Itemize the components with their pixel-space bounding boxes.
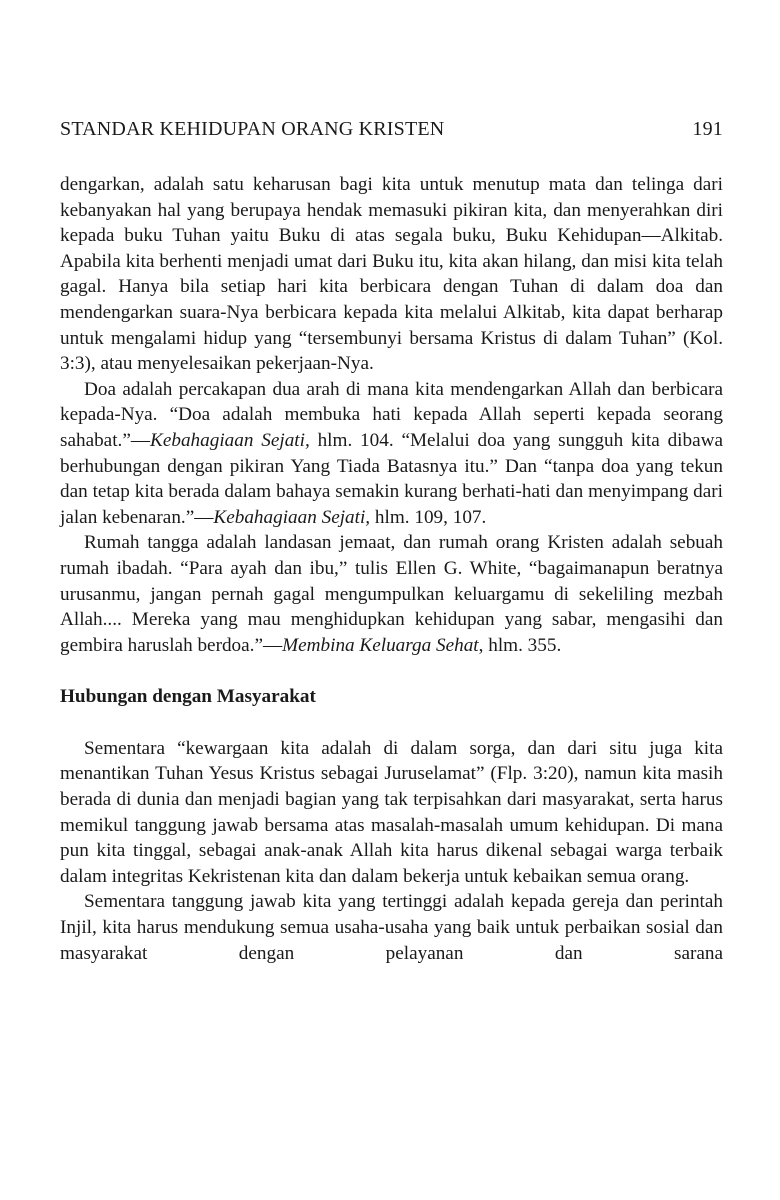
book-page	[60, 0, 723, 1200]
book-citation: Kebahagiaan Sejati,	[213, 506, 371, 528]
paragraph-prayer	[60, 377, 723, 531]
paragraph-responsibility: Sementara tanggung jawab kita yang tertinggi adalah kepada gereja dan perintah Injil, kita harus mendukung semua usaha-usaha yang baik untuk perbaikan sosial dan masyarakat dengan pelayanan dan sarana	[60, 891, 723, 964]
paragraph-text: hlm. 104. “Melalui doa yang sungguh kita dibawa berhubungan dengan pikiran Yang Tiada Batasnya itu.” Dan “tanpa doa yang tekun dan tetap kita berada dalam bahaya semakin kurang berhati-hati dan menyimpang dari jalan kebenaran.”—	[60, 429, 723, 528]
paragraph-text: hlm. 109, 107.	[370, 506, 487, 528]
page-number: 191	[692, 118, 723, 140]
book-citation: Membina Keluarga Sehat	[282, 634, 479, 656]
paragraph-continued: dengarkan, adalah satu keharusan bagi kita untuk menutup mata dan telinga dari kebanyakan hal yang berupaya hendak memasuki pikiran kita, dan menyerahkan diri kepada buku Tuhan yaitu Buku di atas segala buku, Buku Kehidupan—Alkitab. Apabila kita berhenti menjadi umat dari Buku itu, kita akan hilang, dan misi kita telah gagal. Hanya bila setiap hari kita berbicara dengan Tuhan di dalam doa dan mendengarkan suara-Nya berbicara kepada kita melalui Alkitab, kita dapat berharap untuk mengalami hidup yang “tersembunyi bersama Kristus di dalam Tuhan” (Kol. 3:3), atau menyelesaikan pekerjaan-Nya.	[60, 174, 723, 375]
paragraph-home	[60, 530, 723, 658]
paragraph-text: Rumah tangga adalah landasan jemaat, dan rumah orang Kristen adalah sebuah rumah ibadah. “Para ayah dan ibu,” tulis Ellen G. White, “bagaimanapun beratnya urusanmu, jangan pernah gagal mengumpulkan keluargamu di sekeliling mezbah Allah.... Mereka yang mau menghidupkan kehidupan yang sabar, mengasihi dan gembira haruslah berdoa.”—	[60, 532, 723, 656]
paragraph-text: Doa adalah percakapan dua arah di mana kita mendengarkan Allah dan berbicara kepada-Nya. “Doa adalah membuka hati kepada Allah seperti kepada seorang sahabat.”—	[60, 378, 723, 451]
paragraph-text: , hlm. 355.	[478, 634, 562, 656]
running-title: STANDAR KEHIDUPAN ORANG KRISTEN	[60, 118, 445, 140]
paragraph-citizenship: Sementara “kewargaan kita adalah di dalam sorga, dan dari situ juga kita menantikan Tuhan Yesus Kristus sebagai Juruselamat” (Flp. 3:20), namun kita masih berada di dunia dan menjadi bagian yang tak terpisahkan dari masyarakat, serta harus memikul tanggung jawab bersama atas masalah-masalah umum kehidupan. Di mana pun kita tinggal, sebagai anak-anak Allah kita harus dikenal sebagai warga terbaik dalam integritas Kekristenan kita dan dalam bekerja untuk kebaikan semua orang.	[60, 737, 723, 887]
page-body	[60, 172, 723, 966]
book-citation: Kebahagiaan Sejati,	[150, 429, 310, 451]
running-header	[60, 118, 723, 141]
section-heading: Hubungan dengan Masyarakat	[60, 686, 316, 708]
